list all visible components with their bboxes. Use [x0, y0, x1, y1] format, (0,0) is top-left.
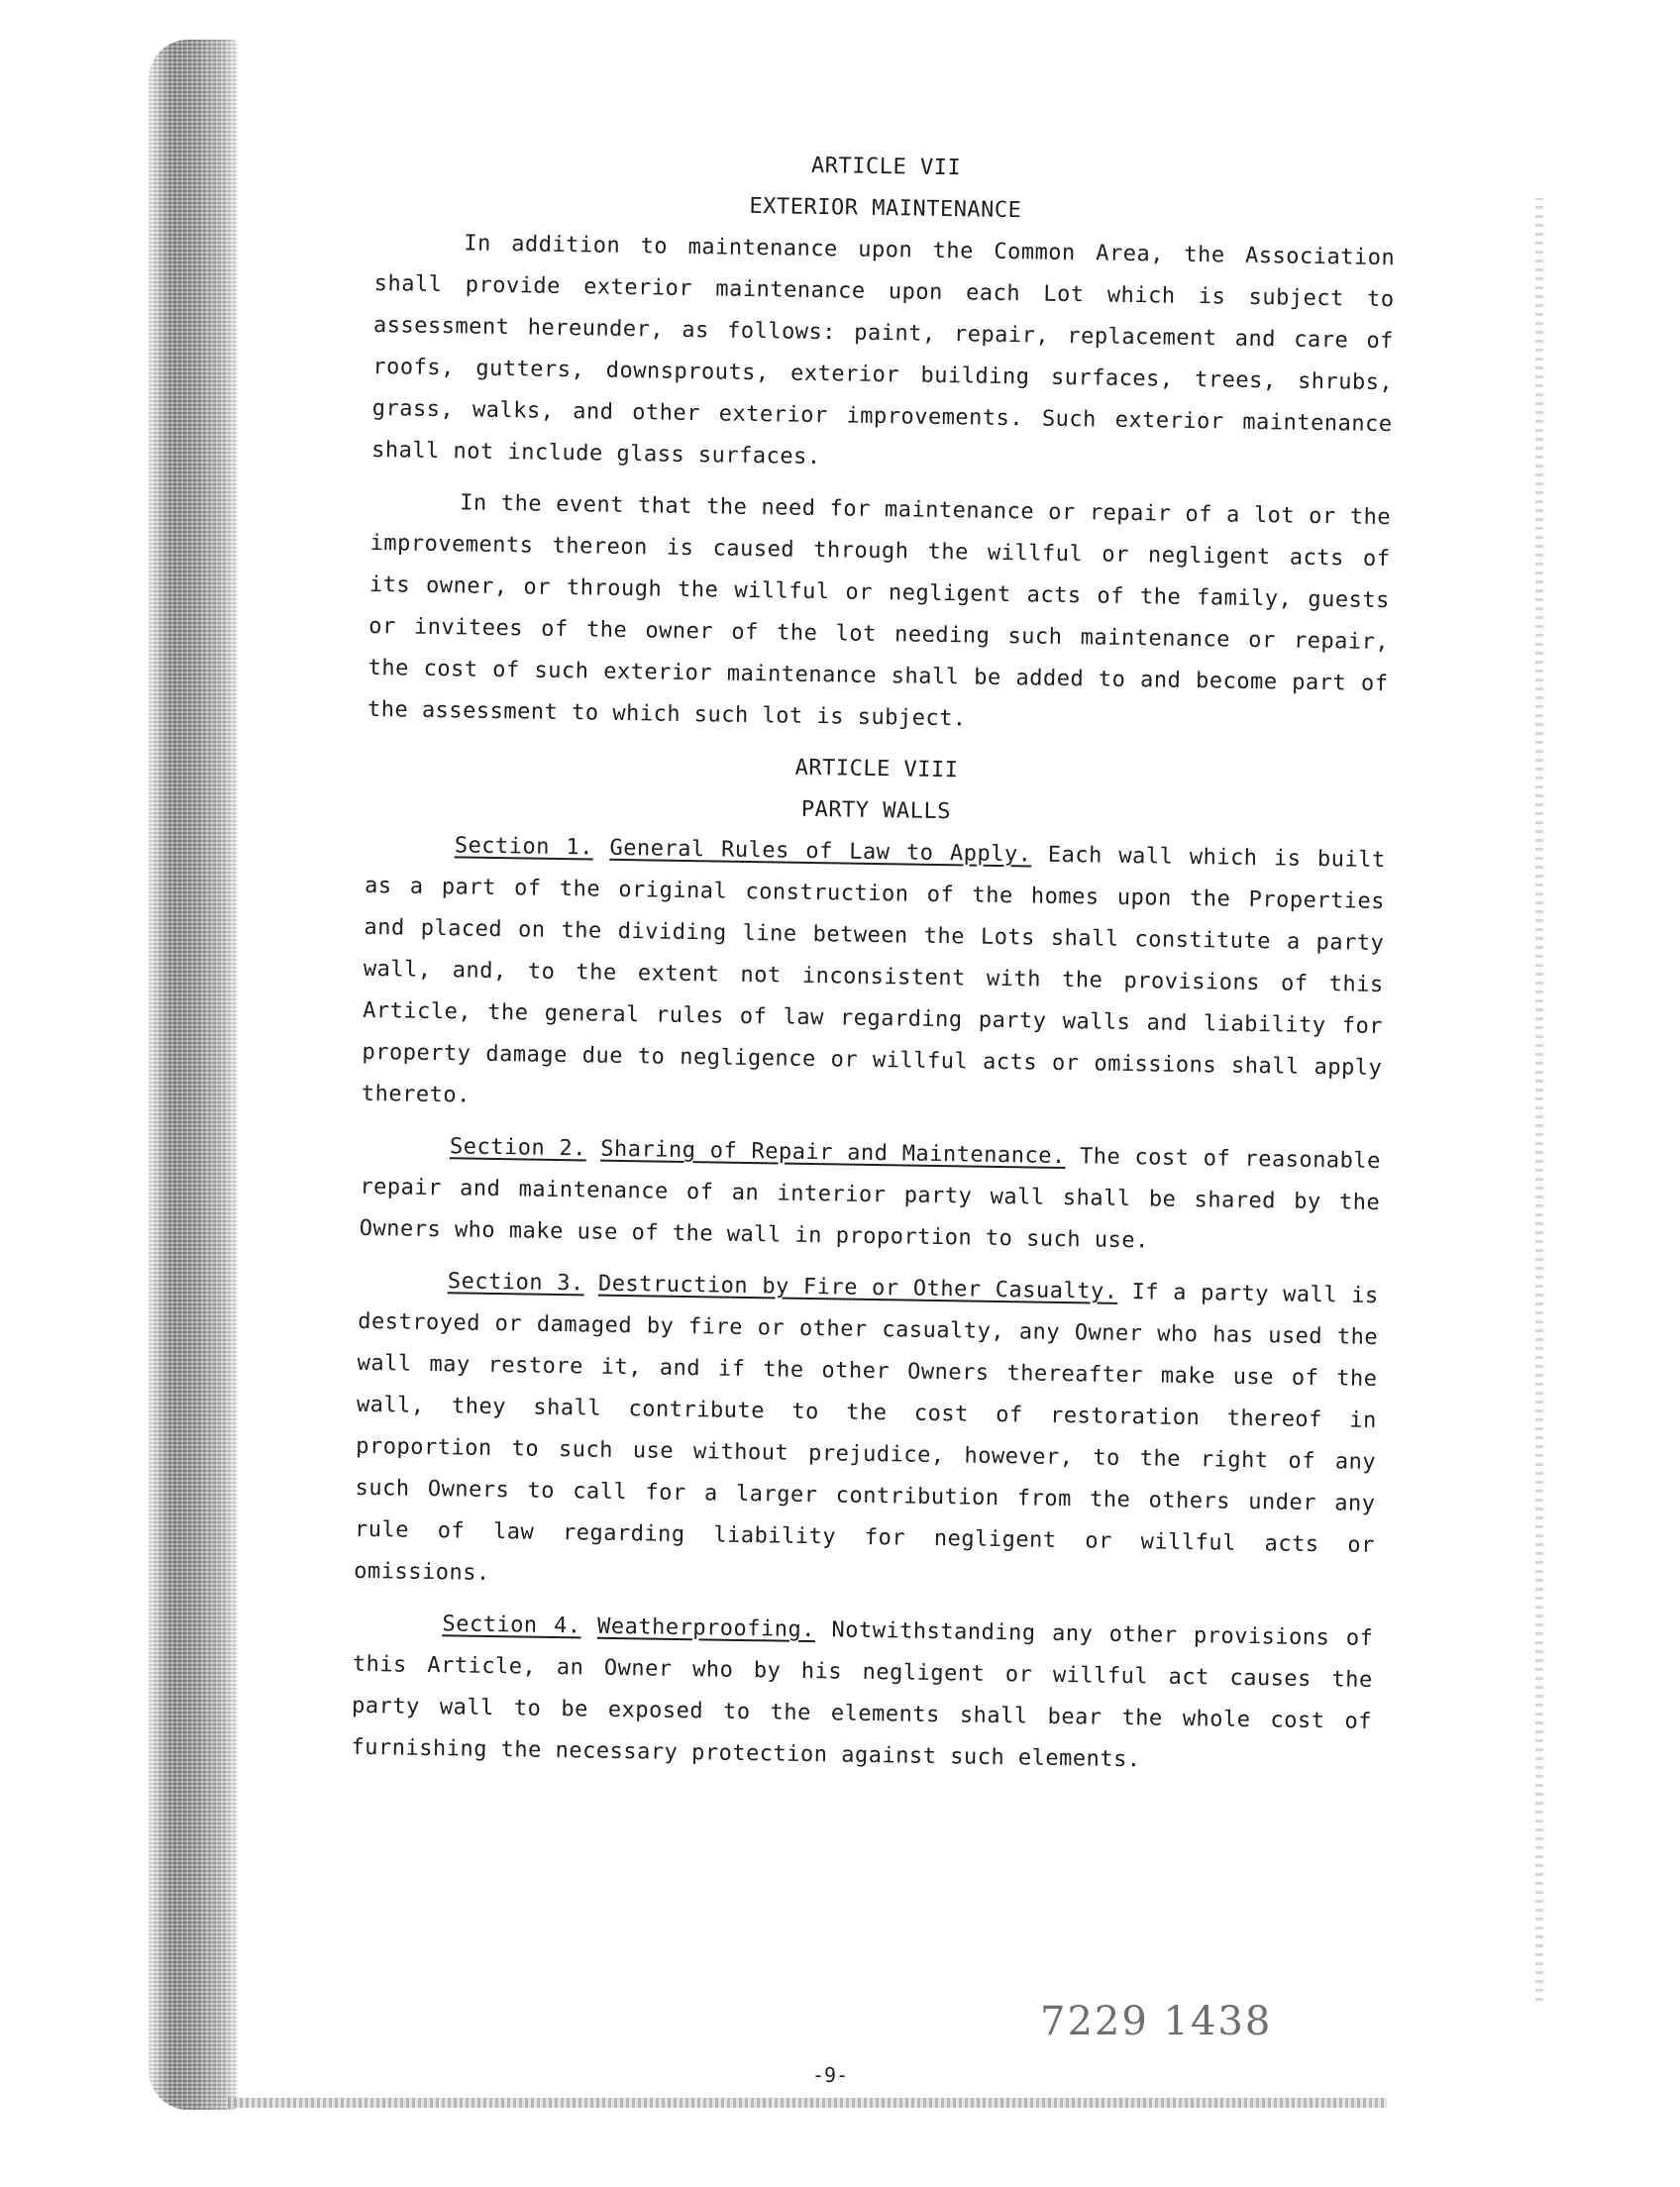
section-4-text: Notwithstanding any other provisions of this Article, an Owner who by his negligent or willful act causes the party wall to be exposed to the elements shall bear the whole cost of furnishing the necessary protection against such elements. — [351, 1617, 1374, 1773]
article-vii-title: ARTICLE VII — [810, 153, 962, 181]
section-4-paragraph — [351, 1603, 1374, 1785]
section-2-heading: Sharing of Repair and Maintenance. — [600, 1136, 1066, 1170]
section-3-heading: Destruction by Fire or Other Casualty. — [597, 1271, 1118, 1304]
section-2-label: Section 2. — [449, 1134, 587, 1162]
article-vii-subtitle: EXTERIOR MAINTENANCE — [749, 193, 1022, 224]
section-2-paragraph — [359, 1125, 1381, 1266]
section-2-text: The cost of reasonable repair and maintenance of an interior party wall shall be shared by the Owners who make use of the wall in proportion to such use. — [359, 1144, 1382, 1254]
section-1-text: Each wall which is built as a part of the original construction of the homes upon the Properties and placed on the dividing line between the Lots shall constitute a party wall, and, to the extent not inconsistent with the provisions of this Article, the general rules of law regarding party walls and liability for property damage due to negligence or willful acts or omissions shall apply thereto. — [361, 842, 1386, 1108]
section-1-paragraph — [362, 824, 1386, 1131]
article-viii-title: ARTICLE VIII — [794, 755, 959, 783]
recording-stamp: 7229 1438 — [1040, 1999, 1273, 2044]
scan-shadow-left — [149, 40, 238, 2110]
section-1-label: Section 1. — [454, 833, 594, 861]
scan-shadow-right — [1535, 198, 1543, 2001]
scan-shadow-bottom — [228, 2098, 1387, 2108]
page-number: -9- — [812, 2063, 849, 2087]
section-3-text: If a party wall is destroyed or damaged by fire or other casualty, any Owner who has used the wall may restore it, and if the other Owners thereafter make use of the wall, they shall contribute to the cost of restoration thereof in proportion to such use without prejudice, however, to the right of any such Owners to call for a larger contribution from the others under any rule of law regarding liability for negligent or willful acts or omissions. — [354, 1280, 1379, 1586]
article-vii-paragraph-1: In addition to maintenance upon the Common Area, the Association shall provide exterior maintenance upon each Lot which is subject to assessment hereunder, as follows: paint, repair, replacement and care of roofs, gutters, downsprouts, exterior building surfaces, trees, shrubs, grass, walks, and other exterior improvements. Such exterior maintenance shall not include glass surfaces. — [370, 231, 1396, 470]
section-3-paragraph — [354, 1260, 1379, 1609]
section-4-heading: Weatherproofing. — [596, 1614, 816, 1643]
article-vii-paragraph-2: In the event that the need for maintenance or repair of a lot or the improvements thereon is caused through the willful or negligent acts of its owner, or through the willful or negligent acts of the family, guests or invitees of the owner of the lot needing such maintenance or repair, the cost of such exterior maintenance shall be added to and become part of the assessment to which such lot is subject. — [367, 490, 1392, 732]
document-body — [351, 139, 1397, 1795]
section-4-label: Section 4. — [442, 1612, 581, 1639]
section-3-label: Section 3. — [447, 1269, 584, 1297]
section-1-heading: General Rules of Law to Apply. — [609, 835, 1032, 868]
article-viii-subtitle: PARTY WALLS — [800, 796, 952, 825]
